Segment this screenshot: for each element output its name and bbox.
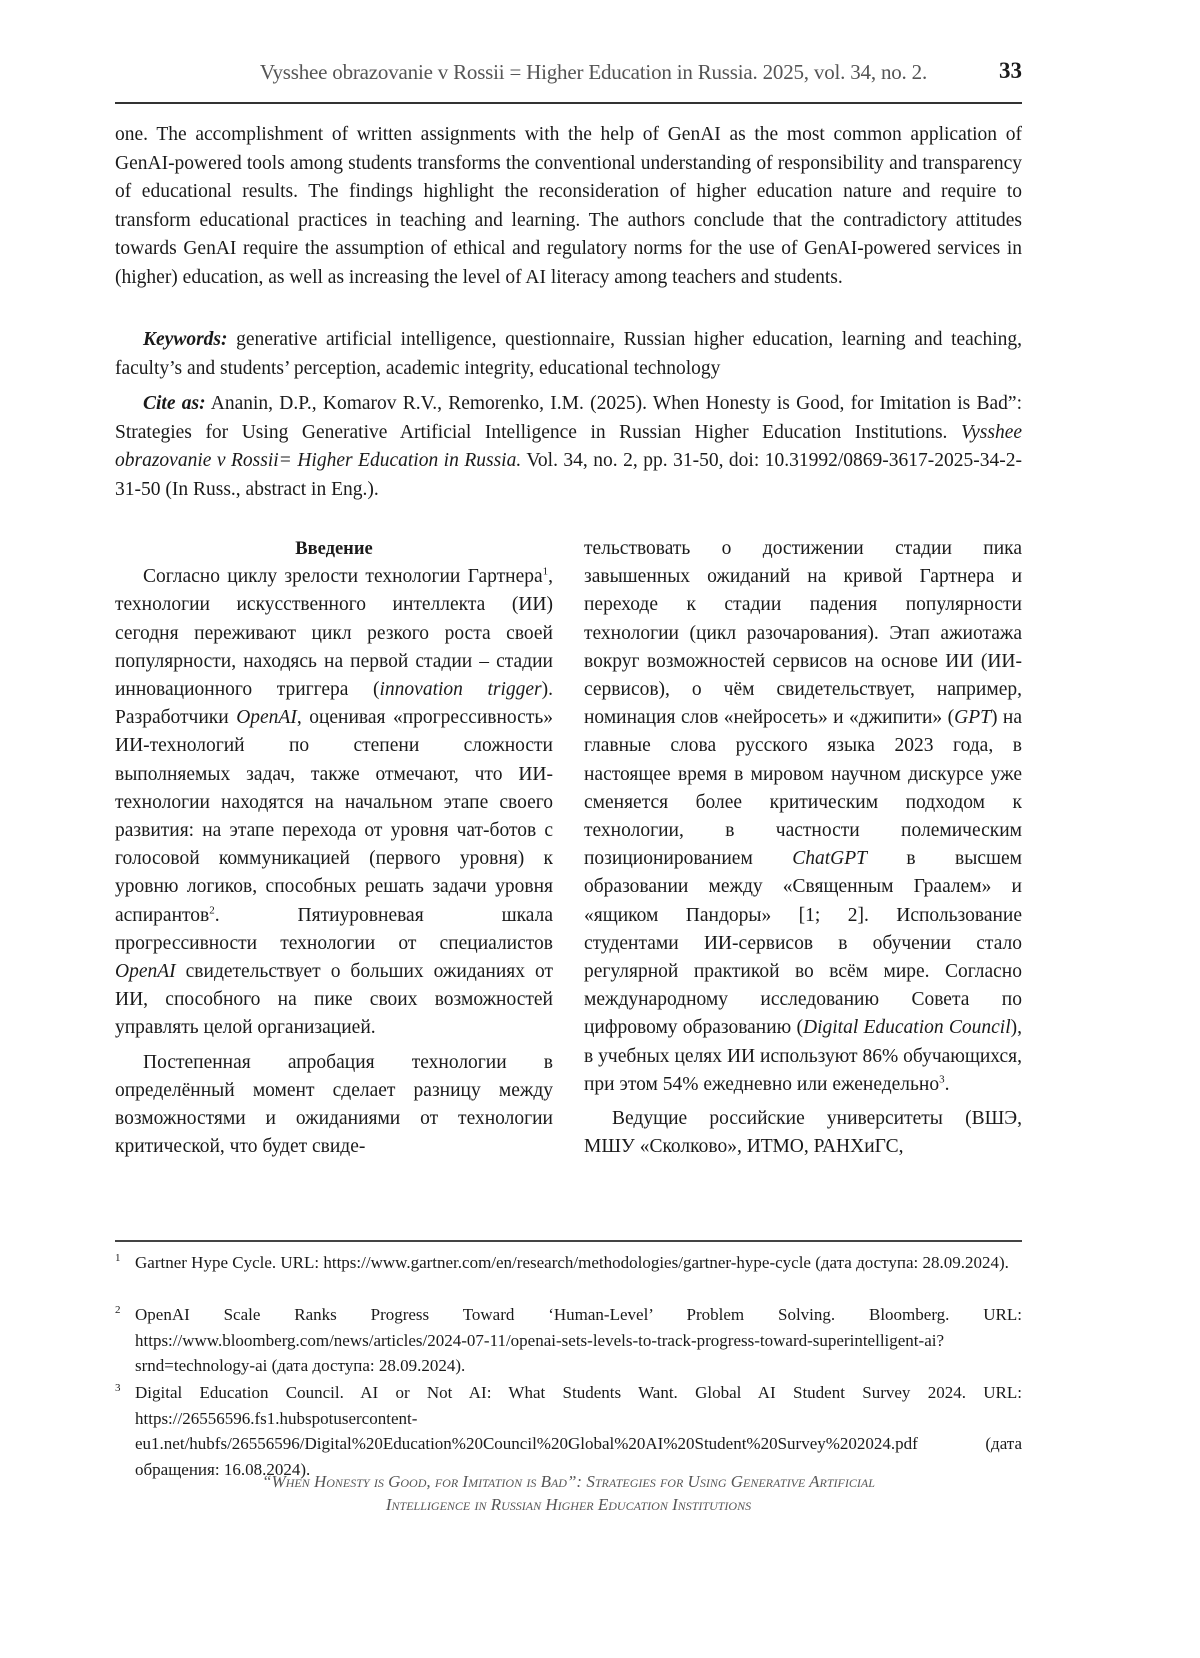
footnote-ref[interactable]: 3 [939, 1073, 945, 1086]
cite-journal: Vysshee obrazovanie v Rossii= Higher Education in Russia. [115, 421, 1022, 472]
running-title: Vysshee obrazovanie v Rossii = Higher Education in Russia. 2025, vol. 34, no. 2. [259, 60, 927, 84]
running-footer [115, 1470, 1022, 1516]
footer-line: Intelligence in Russian Higher Education Institutions [385, 1495, 752, 1514]
page-header [115, 58, 1022, 104]
citation [115, 390, 1022, 504]
footnote-divider [115, 1240, 1022, 1242]
cite-label: Cite as: [143, 393, 206, 414]
footnote: 2 OpenAI Scale Ranks Progress Toward ‘Human-Level’ Problem Solving. Bloomberg. URL: https://www.bloomberg.com/news/articles/2024-07-11/openai-sets-levels-to-track-progress-toward-superintelligent-ai?srnd=technology-ai (дата доступа: 28.09.2024). [115, 1304, 1022, 1375]
left-column [115, 535, 553, 1161]
right-column [584, 535, 1022, 1161]
section-heading: Введение [295, 539, 373, 559]
abstract-end: one. The accomplishment of written assignments with the help of GenAI as the most common application of GenAI-powered tools among students transforms the conventional understanding of responsibility and transparency of educational results. The findings highlight the reconsideration of higher education nature and require to transform educational practices in teaching and learning. The authors conclude that the contradictory attitudes towards GenAI require the assumption of ethical and regulatory norms for the use of GenAI-powered services in (higher) education, as well as increasing the level of AI literacy among teachers and students. [115, 124, 1022, 288]
paragraph: Постепенная апробация технологии в определённый момент сделает разницу между возможностями и ожиданиями от технологии критической, что будет свиде- [115, 1051, 553, 1158]
paragraph: Ведущие российские университеты (ВШЭ, МШУ «Сколково», ИТМО, РАНХиГС, [584, 1108, 1022, 1158]
footnote-ref[interactable]: 2 [209, 904, 215, 917]
footer-line: “When Honesty is Good, for Imitation is Bad”: Strategies for Using Generative Artificial [262, 1472, 875, 1491]
footnote-ref[interactable]: 1 [542, 565, 549, 578]
footnote: 1 Gartner Hype Cycle. URL: https://www.gartner.com/en/research/methodologies/gartner-hype-cycle (дата доступа: 28.09.2024). [115, 1252, 1009, 1272]
keywords-label: Keywords: [143, 329, 228, 350]
paragraph: Согласно циклу зрелости технологии Гартнера$^1$, технологии искусственного интеллекта (ИИ) сегодня переживают цикл резкого роста своей популярности, находясь на первой стадии – стадии инновационного триггера (innovation trigger). Разработчики OpenAI, оценивая «прогрессивность» ИИ-технологий по степени сложности выполняемых задач, также отмечают, что ИИ-технологии находятся на начальном этапе своего развития: на этапе перехода от уровня чат-ботов с голосовой коммуникацией (первого уровня) к уровню логиков, способных решать задачи уровня аспирантов$^2$. Пятиуровневая шкала прогрессивности технологии от специалистов OpenAI свидетельствует о больших ожиданиях от ИИ, способного на пике своих возможностей управлять целой организацией. [115, 565, 553, 1039]
footnote: 3 Digital Education Council. AI or Not AI: What Students Want. Global AI Student Survey 2024. URL: https://26556596.fs1.hubspotusercontent-eu1.net/hubfs/26556596/Digital%20Education%20Council%20Global%20AI%20Student%20Survey%202024.pdf (дата обращения: 16.08.2024). [115, 1382, 1022, 1479]
paragraph: тельствовать о достижении стадии пика завышенных ожиданий на кривой Гартнера и переходе к стадии падения популярности технологии (цикл разочарования). Этап ажиотажа вокруг возможностей сервисов на основе ИИ (ИИ-сервисов), о чём свидетельствует, например, номинация слов «нейросеть» и «джипити» (GPT) на главные слова русского языка 2023 года, в настоящее время в мировом научном дискурсе уже сменяется более критическим подходом к технологии, в частности полемическим позиционированием ChatGPT в высшем образовании между «Священным Граалем» и «ящиком Пандоры» [1; 2]. Использование студентами ИИ-сервисов в обучении стало регулярной практикой во всём мире. Согласно международному исследованию Совета по цифровому образованию (Digital Education Council), в учебных целях ИИ используют 86% обучающихся, при этом 54% ежедневно или еженедельно$^3$. [584, 538, 1022, 1095]
cite-text-end: Vol. 34, no. 2, pp. 31-50, doi: 10.31992/0869-3617-2025-34-2-31-50 (In Russ., abstract in Eng.). [115, 450, 1022, 500]
cite-text: Ananin, D.P., Komarov R.V., Remorenko, I.M. (2025). When Honesty is Good, for Imitation is Bad”: Strategies for Using Generative Artificial Intelligence in Russian Higher Education Institutions. [115, 393, 1022, 443]
keywords [115, 326, 1022, 383]
page-number: 33 [999, 58, 1022, 83]
keywords-text: generative artificial intelligence, questionnaire, Russian higher education, learning and teaching, faculty’s and students’ perception, academic integrity, educational technology [115, 329, 1022, 379]
